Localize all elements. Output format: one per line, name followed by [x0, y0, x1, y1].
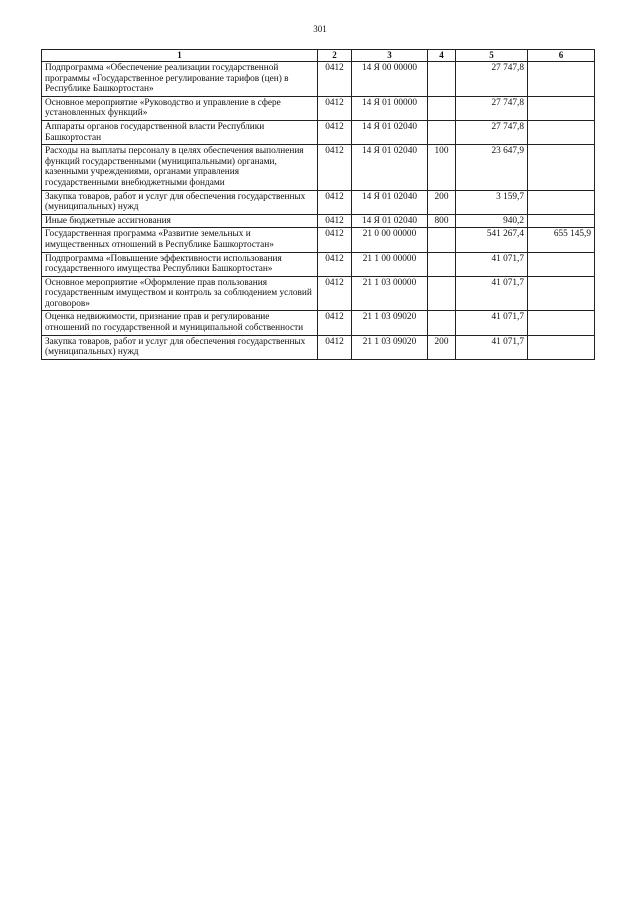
amount-total-cell — [528, 145, 595, 190]
amount-cell: 3 159,7 — [456, 190, 528, 214]
amount-total-cell — [528, 276, 595, 311]
expense-name-cell: Закупка товаров, работ и услуг для обеспечения государственных (муниципальных) нужд — [42, 335, 318, 359]
table-row — [42, 276, 595, 311]
expense-type-cell: 800 — [428, 214, 456, 228]
section-code-cell: 0412 — [318, 190, 352, 214]
target-article-cell: 21 1 03 09020 — [352, 311, 428, 335]
expense-name-cell: Оценка недвижимости, признание прав и регулирование отношений по государственной и муниципальной собственности — [42, 311, 318, 335]
expense-name-cell: Расходы на выплаты персоналу в целях обеспечения выполнения функций государственными (муниципальными) органами, казенными учреждениями, органами управления государственными внебюджетными фондами — [42, 145, 318, 190]
amount-cell: 27 747,8 — [456, 120, 528, 144]
table-row — [42, 62, 595, 97]
amount-total-cell — [528, 190, 595, 214]
column-header: 3 — [352, 50, 428, 62]
amount-total-cell — [528, 62, 595, 97]
expense-name-cell: Основное мероприятие «Руководство и управление в сфере установленных функций» — [42, 96, 318, 120]
section-code-cell: 0412 — [318, 311, 352, 335]
target-article-cell: 21 1 03 00000 — [352, 276, 428, 311]
target-article-cell: 14 Я 01 02040 — [352, 145, 428, 190]
amount-total-cell — [528, 311, 595, 335]
amount-total-cell — [528, 120, 595, 144]
column-header: 2 — [318, 50, 352, 62]
amount-total-cell — [528, 96, 595, 120]
target-article-cell: 14 Я 01 02040 — [352, 120, 428, 144]
table-row — [42, 145, 595, 190]
amount-cell: 541 267,4 — [456, 228, 528, 252]
section-code-cell: 0412 — [318, 145, 352, 190]
target-article-cell: 21 1 00 00000 — [352, 252, 428, 276]
expense-name-cell: Аппараты органов государственной власти Республики Башкортостан — [42, 120, 318, 144]
amount-total-cell — [528, 335, 595, 359]
table-row — [42, 120, 595, 144]
section-code-cell: 0412 — [318, 335, 352, 359]
expense-name-cell: Основное мероприятие «Оформление прав пользования государственным имуществом и контроль за соблюдением условий договоров» — [42, 276, 318, 311]
amount-total-cell: 655 145,9 — [528, 228, 595, 252]
section-code-cell: 0412 — [318, 276, 352, 311]
expense-name-cell: Государственная программа «Развитие земельных и имущественных отношений в Республике Башкортостан» — [42, 228, 318, 252]
section-code-cell: 0412 — [318, 214, 352, 228]
expense-name-cell: Закупка товаров, работ и услуг для обеспечения государственных (муниципальных) нужд — [42, 190, 318, 214]
expense-type-cell — [428, 96, 456, 120]
table-body — [42, 62, 595, 360]
section-code-cell: 0412 — [318, 120, 352, 144]
target-article-cell: 14 Я 00 00000 — [352, 62, 428, 97]
page-number: 301 — [313, 24, 327, 34]
amount-cell: 27 747,8 — [456, 62, 528, 97]
amount-cell: 23 647,9 — [456, 145, 528, 190]
expense-type-cell: 200 — [428, 335, 456, 359]
expense-type-cell: 200 — [428, 190, 456, 214]
amount-total-cell — [528, 252, 595, 276]
target-article-cell: 21 0 00 00000 — [352, 228, 428, 252]
expense-type-cell — [428, 62, 456, 97]
table-row — [42, 228, 595, 252]
section-code-cell: 0412 — [318, 62, 352, 97]
amount-cell: 41 071,7 — [456, 335, 528, 359]
expense-type-cell: 100 — [428, 145, 456, 190]
column-header: 4 — [428, 50, 456, 62]
amount-total-cell — [528, 214, 595, 228]
expense-type-cell — [428, 311, 456, 335]
target-article-cell: 21 1 03 09020 — [352, 335, 428, 359]
budget-table — [41, 49, 595, 360]
table-row — [42, 190, 595, 214]
target-article-cell: 14 Я 01 00000 — [352, 96, 428, 120]
header-row — [42, 50, 595, 62]
table-row — [42, 311, 595, 335]
target-article-cell: 14 Я 01 02040 — [352, 214, 428, 228]
expense-type-cell — [428, 120, 456, 144]
column-header: 6 — [528, 50, 595, 62]
table-row — [42, 252, 595, 276]
section-code-cell: 0412 — [318, 96, 352, 120]
target-article-cell: 14 Я 01 02040 — [352, 190, 428, 214]
amount-cell: 27 747,8 — [456, 96, 528, 120]
expense-name-cell: Подпрограмма «Повышение эффективности использования государственного имущества Республики Башкортостан» — [42, 252, 318, 276]
amount-cell: 41 071,7 — [456, 276, 528, 311]
column-header: 5 — [456, 50, 528, 62]
amount-cell: 41 071,7 — [456, 311, 528, 335]
section-code-cell: 0412 — [318, 252, 352, 276]
expense-name-cell: Подпрограмма «Обеспечение реализации государственной программы «Государственное регулирование тарифов (цен) в Республике Башкортостан» — [42, 62, 318, 97]
expense-type-cell — [428, 276, 456, 311]
table-row — [42, 335, 595, 359]
amount-cell: 41 071,7 — [456, 252, 528, 276]
table-row — [42, 96, 595, 120]
expense-type-cell — [428, 252, 456, 276]
section-code-cell: 0412 — [318, 228, 352, 252]
column-header: 1 — [42, 50, 318, 62]
amount-cell: 940,2 — [456, 214, 528, 228]
table-row — [42, 214, 595, 228]
expense-name-cell: Иные бюджетные ассигнования — [42, 214, 318, 228]
expense-type-cell — [428, 228, 456, 252]
